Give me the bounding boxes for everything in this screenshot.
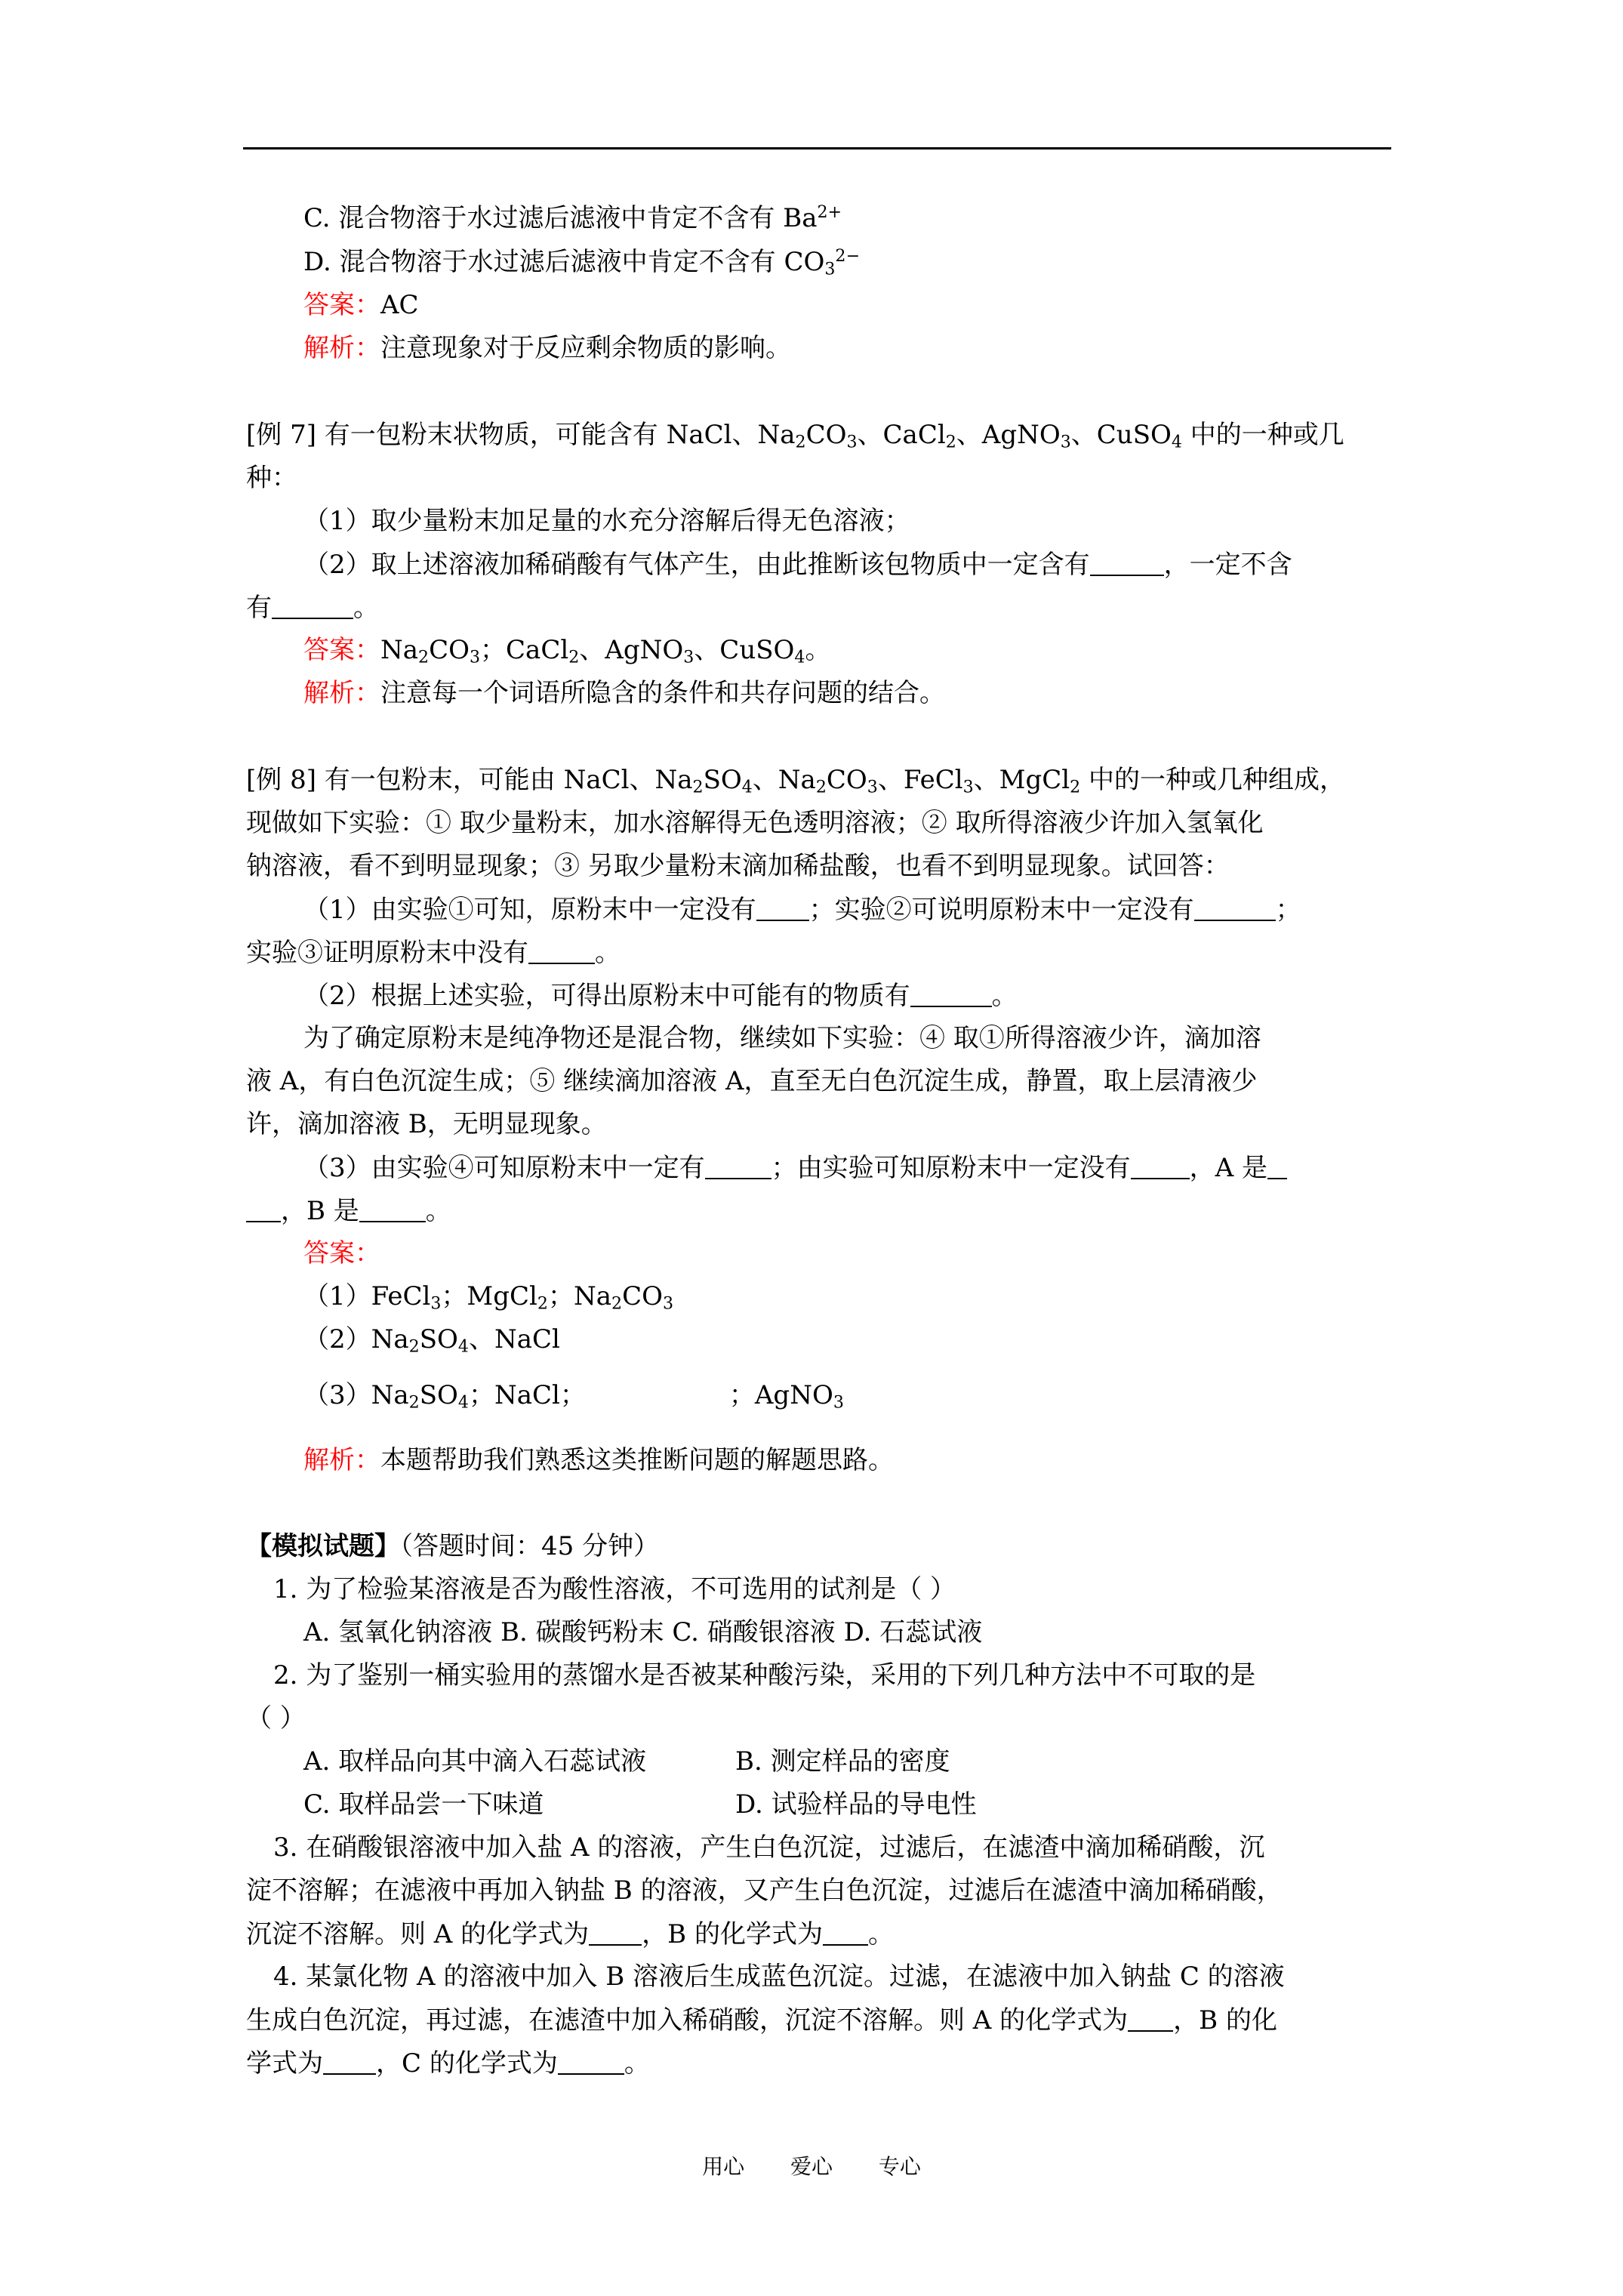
example7-analysis: 解析：注意每一个词语所隐含的条件和共存问题的结合。 — [303, 678, 945, 708]
answer-blank — [823, 1921, 868, 1946]
answer-blank — [323, 2050, 376, 2075]
mock-q4-line2: 生成白色沉淀，再过滤，在滤渣中加入稀硝酸，沉淀不溶解。则 A 的化学式为 ，B 的化 — [246, 2005, 1277, 2036]
example8-para-line1: 为了确定原粉末是纯净物还是混合物，继续如下实验：④ 取①所得溶液少许，滴加溶 — [303, 1023, 1261, 1053]
prev-answer: 答案：AC — [303, 290, 419, 320]
example8-analysis: 解析：本题帮助我们熟悉这类推断问题的解题思路。 — [303, 1445, 894, 1475]
answer-blank — [1194, 896, 1276, 921]
mock-q3-line2: 淀不溶解；在滤液中再加入钠盐 B 的溶液，又产生白色沉淀，过滤后在滤渣中滴加稀硝酸， — [246, 1875, 1283, 1906]
mock-q1-options: A. 氢氧化钠溶液 B. 碳酸钙粉末 C. 硝酸银溶液 D. 石蕊试液 — [303, 1617, 983, 1647]
mock-q2: 2. 为了鉴别一桶实验用的蒸馏水是否被某种酸污染，采用的下列几种方法中不可取的是 — [273, 1660, 1256, 1690]
footer-item-2: 爱心 — [790, 2154, 833, 2179]
answer-label: 答案： — [303, 290, 380, 320]
mock-q2-option-b: B. 测定样品的密度 — [735, 1746, 950, 1777]
answer-blank — [1267, 1154, 1287, 1179]
example8-q1-line2: 实验③证明原粉末中没有 。 — [246, 938, 621, 969]
example8-q2: （2）根据上述实验，可得出原粉末中可能有的物质有 。 — [303, 981, 1018, 1012]
mock-q4-line3: 学式为 ，C 的化学式为 。 — [246, 2048, 650, 2079]
example8-ans1: （1）FeCl$_3$；MgCl$_2$；$Na_2CO_3$ — [303, 1281, 674, 1314]
analysis-label: 解析： — [303, 678, 380, 708]
example7-answer: 答案：$Na_2CO_3$；CaCl$_2$、AgNO$_3$、CuSO$_4$。 — [303, 635, 831, 667]
page-footer — [0, 2150, 1623, 2180]
answer-label: 答案： — [303, 635, 380, 665]
answer-blank — [558, 2050, 624, 2075]
footer-item-1: 用心 — [702, 2154, 745, 2179]
mock-time: （答题时间：45 分钟） — [400, 1531, 660, 1561]
footer-item-3: 专心 — [878, 2154, 921, 2179]
example8-q3-line2: ，B 是 。 — [246, 1197, 451, 1224]
example8-intro: [例 8] 有一包粉末，可能由 NaCl、$Na_2SO_4$、$Na_2CO_3$、FeCl$_3$、MgCl$_2$ 中的一种或几种组成， — [246, 765, 1346, 797]
example8-para-line2: 液 A，有白色沉淀生成；⑤ 继续滴加溶液 A，直至无白色沉淀生成，静置，取上层清液少 — [246, 1066, 1258, 1096]
answer-blank — [528, 939, 595, 964]
example7-step2: （2）取上述溶液加稀硝酸有气体产生，由此推断该包物质中一定含有 ，一定不含 — [303, 550, 1292, 581]
mock-q2-paren: （ ） — [246, 1703, 306, 1734]
answer-blank — [589, 1921, 642, 1946]
answer-blank — [359, 1197, 426, 1222]
mock-q1: 1. 为了检验某溶液是否为酸性溶液，不可选用的试剂是（ ） — [273, 1574, 956, 1604]
header-rule — [243, 147, 1391, 149]
analysis-label: 解析： — [303, 333, 380, 363]
example7-intro: [例 7] 有一包粉末状物质，可能含有 NaCl、$Na_2CO_3$、CaCl$_2$、AgNO$_3$、CuSO$_4$ 中的一种或几 — [246, 420, 1344, 452]
example8-q1: （1）由实验①可知，原粉末中一定没有 ；实验②可说明原粉末中一定没有 ； — [303, 895, 1301, 926]
mock-q3-line3: 沉淀不溶解。则 A 的化学式为 ，B 的化学式为 。 — [246, 1919, 894, 1950]
answer-blank — [1128, 2007, 1173, 2032]
mock-q4-line1: 4. 某氯化物 A 的溶液中加入 B 溶液后生成蓝色沉淀。过滤，在滤液中加入钠盐 C 的溶液 — [273, 1962, 1285, 1992]
mock-title — [246, 1533, 659, 1559]
example8-line3: 钠溶液，看不到明显现象；③ 另取少量粉末滴加稀盐酸，也看不到明显现象。试回答： — [246, 851, 1230, 881]
example8-q3: （3）由实验④可知原粉末中一定有 ；由实验可知原粉末中一定没有 ，A 是 — [303, 1154, 1287, 1181]
answer-blank — [1131, 1154, 1190, 1179]
answer-blank — [1090, 551, 1164, 576]
example8-ans3: $(3)Na_2SO_4$；NaCl； ；AgNO$_3$ — [303, 1380, 844, 1413]
mock-title-text: 【模拟试题】 — [246, 1531, 400, 1561]
example8-ans2: $(2)Na_2SO_4$、NaCl — [303, 1324, 560, 1357]
prev-analysis: 解析：注意现象对于反应剩余物质的影响。 — [303, 333, 791, 363]
example8-para-line3: 许，滴加溶液 B，无明显现象。 — [246, 1109, 607, 1139]
answer-blank — [910, 982, 992, 1007]
example8-answer-label: 答案： — [303, 1238, 380, 1268]
mock-q2-option-a: A. 取样品向其中滴入石蕊试液 — [303, 1746, 647, 1777]
example7-step1: （1）取少量粉末加足量的水充分溶解后得无色溶液； — [303, 506, 910, 536]
example7-intro-line2: 种： — [246, 463, 297, 493]
answer-blank — [272, 594, 353, 619]
example8-line2: 现做如下实验：① 取少量粉末，加水溶解得无色透明溶液；② 取所得溶液少许加入氢氧化 — [246, 808, 1264, 838]
answer-blank — [756, 896, 809, 921]
option-c: C. 混合物溶于水过滤后滤液中肯定不含有 $Ba^{2+}$ — [303, 202, 842, 233]
mock-q2-option-c: C. 取样品尝一下味道 — [303, 1789, 544, 1820]
answer-blank — [246, 1197, 281, 1222]
mock-q2-option-d: D. 试验样品的导电性 — [735, 1789, 977, 1820]
answer-blank — [705, 1154, 771, 1179]
analysis-label: 解析： — [303, 1445, 380, 1475]
option-d: D. 混合物溶于水过滤后滤液中肯定不含有 $CO_3^{2-}$ — [303, 245, 860, 279]
example7-step2-line2: 有 。 — [246, 593, 379, 624]
mock-q3-line1: 3. 在硝酸银溶液中加入盐 A 的溶液，产生白色沉淀，过滤后，在滤渣中滴加稀硝酸，沉 — [273, 1832, 1265, 1863]
